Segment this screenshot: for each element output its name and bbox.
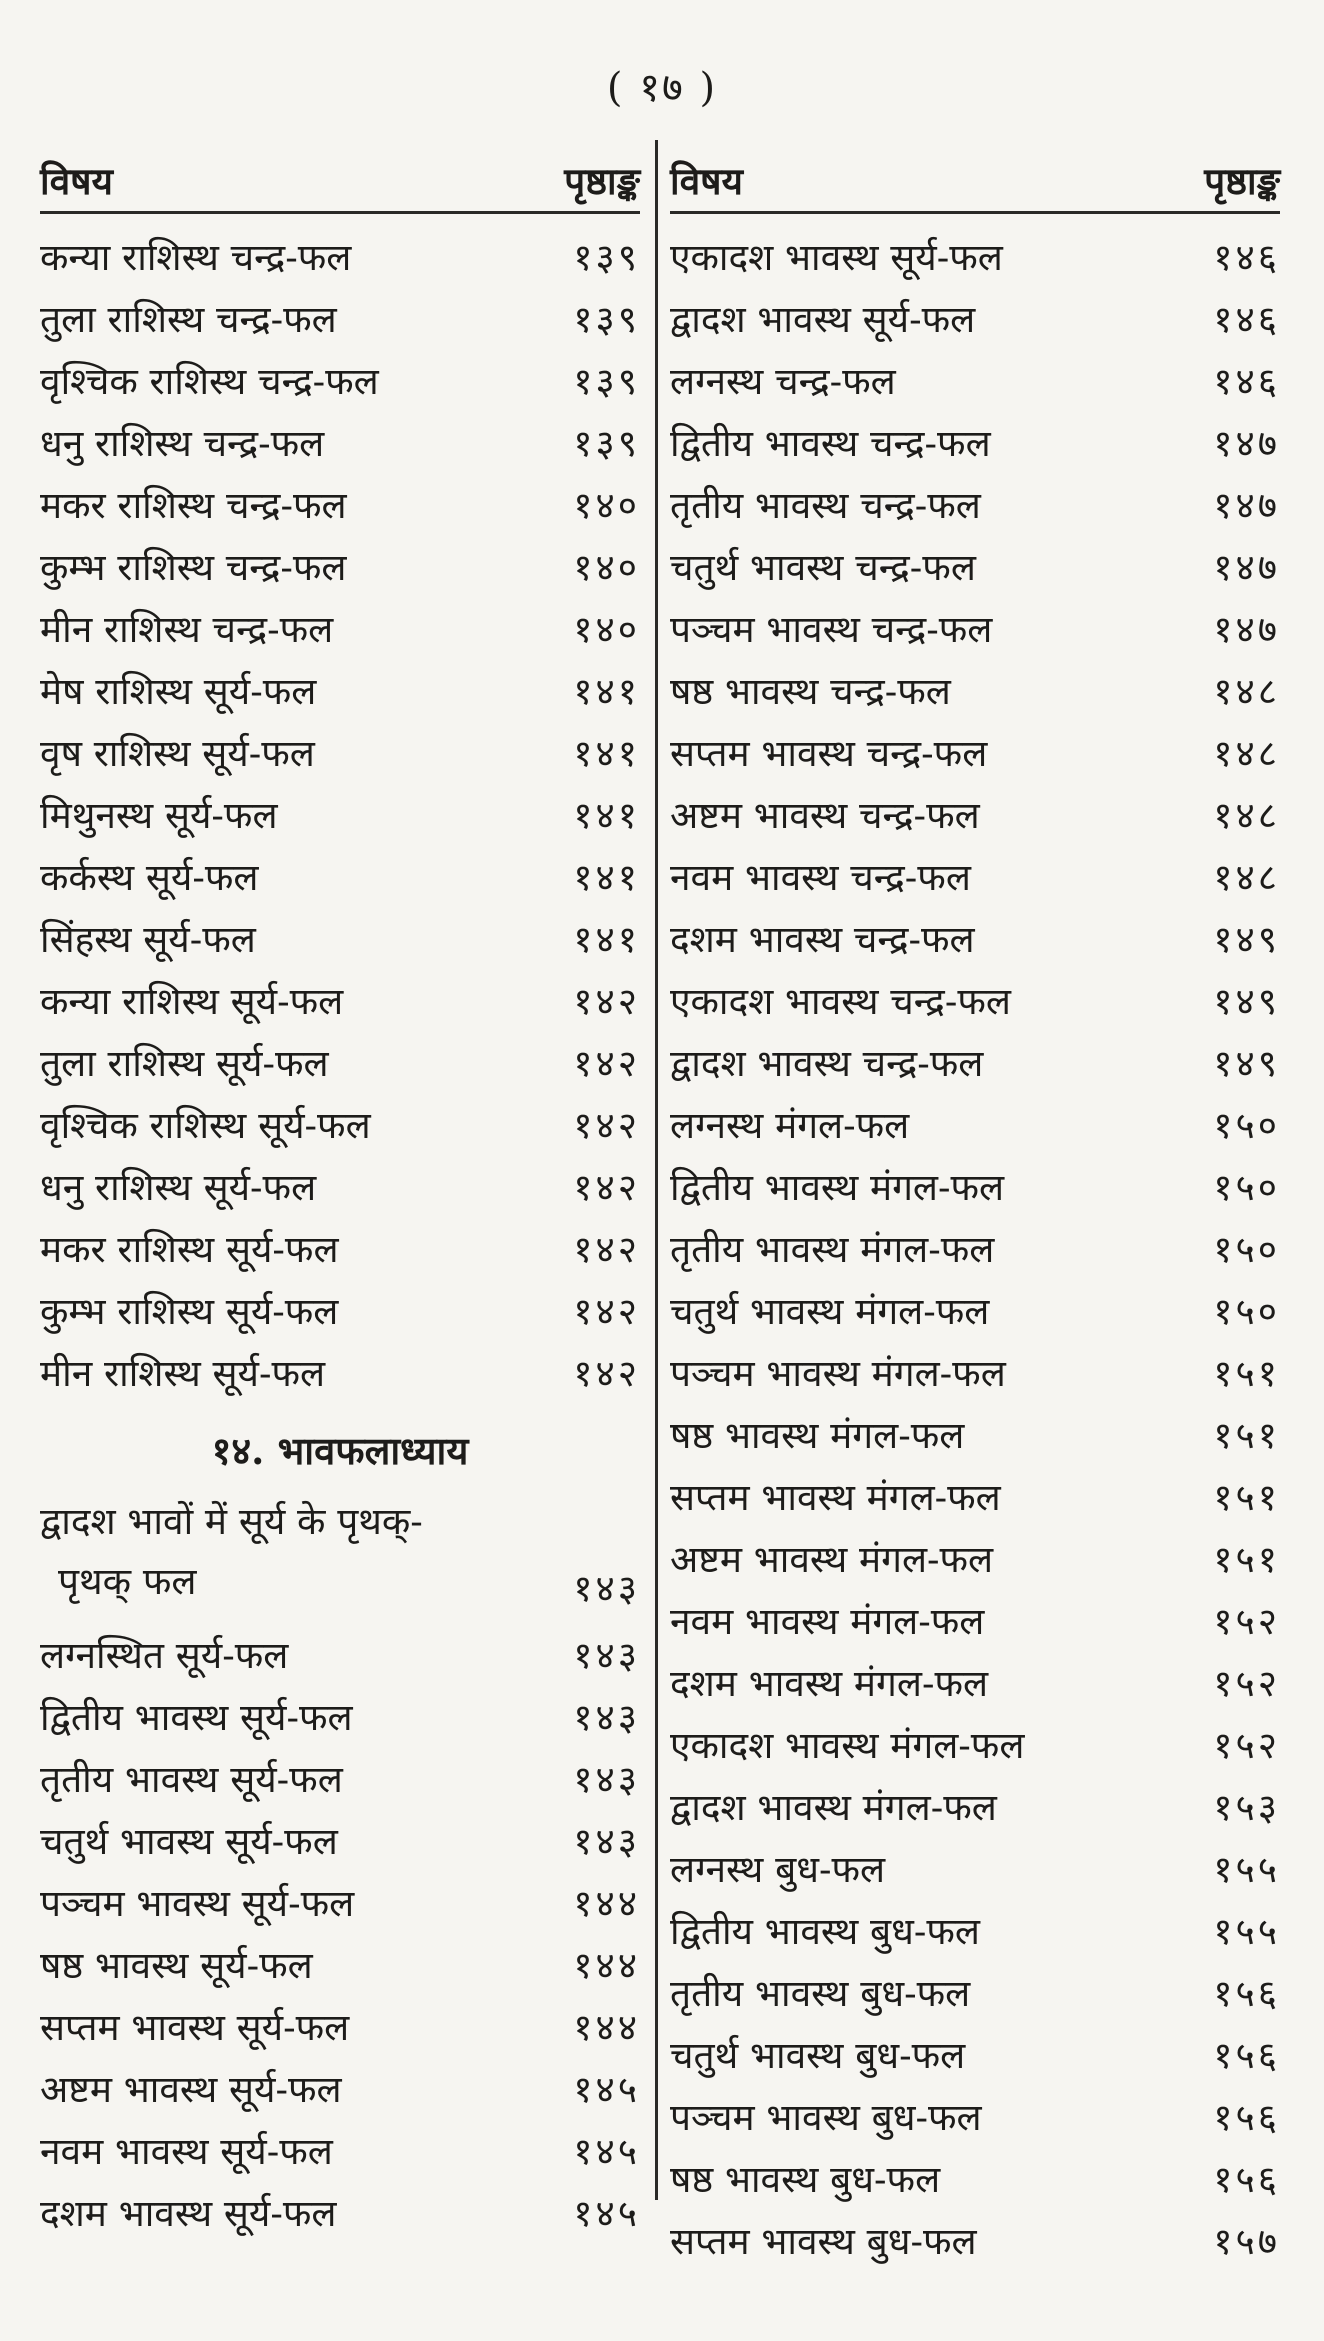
entry-topic: वृष राशिस्थ सूर्य-फल [40,731,315,775]
entry-topic: चतुर्थ भावस्थ सूर्य-फल [40,1819,338,1863]
entry-page: १३९ [573,421,640,465]
toc-entry [670,844,1280,906]
right-header [670,140,1280,214]
toc-entry [40,410,640,472]
toc-entry [670,596,1280,658]
entry-page: १४८ [1213,731,1280,775]
toc-entry [670,1836,1280,1898]
toc-entry [40,1154,640,1216]
toc-entry [40,534,640,596]
toc-entry [670,410,1280,472]
entry-topic: सप्तम भावस्थ सूर्य-फल [40,2005,350,2049]
toc-entry [670,1402,1280,1464]
toc-entry [40,720,640,782]
entry-page: १४२ [573,1103,640,1147]
entry-page: १५२ [1213,1723,1280,1767]
entry-page: १४८ [1213,855,1280,899]
entry-topic: एकादश भावस्थ सूर्य-फल [670,235,1003,279]
toc-entry [670,286,1280,348]
toc-entry [40,1932,640,1994]
entry-topic: कुम्भ राशिस्थ चन्द्र-फल [40,545,347,589]
entry-page: १५१ [1213,1475,1280,1519]
entry-topic [40,1492,540,1612]
entry-page: १५२ [1213,1599,1280,1643]
entry-page: १५१ [1213,1351,1280,1395]
toc-entry [40,1092,640,1154]
entry-topic: द्वितीय भावस्थ सूर्य-फल [40,1695,353,1739]
toc-entry [670,2084,1280,2146]
entry-page: १४३ [573,1819,640,1863]
page-header: पृष्ठाङ्क [564,159,640,203]
toc-entry [40,348,640,410]
right-entries [670,224,1280,2270]
toc-entry-multiline [40,1498,640,1622]
toc-entry [670,1588,1280,1650]
entry-page: १४२ [573,979,640,1023]
entry-page: १५० [1213,1103,1280,1147]
entry-topic: द्वादश भावस्थ सूर्य-फल [670,297,976,341]
entry-page: १४६ [1213,297,1280,341]
entry-topic: दशम भावस्थ मंगल-फल [670,1661,989,1705]
toc-entry [40,1808,640,1870]
toc-entry [670,1216,1280,1278]
entry-page: १४६ [1213,235,1280,279]
subject-header: विषय [670,159,744,203]
entry-page: १४१ [573,669,640,713]
entry-topic: मीन राशिस्थ चन्द्र-फल [40,607,334,651]
entry-page: १४२ [573,1289,640,1333]
entry-page: १४२ [573,1165,640,1209]
entry-topic: अष्टम भावस्थ चन्द्र-फल [670,793,980,837]
entry-topic: तृतीय भावस्थ चन्द्र-फल [670,483,981,527]
entry-page: १३९ [573,235,640,279]
entry-topic: षष्ठ भावस्थ सूर्य-फल [40,1943,313,1987]
entry-page: १५० [1213,1165,1280,1209]
entry-topic: षष्ठ भावस्थ बुध-फल [670,2157,941,2201]
entry-topic: नवम भावस्थ मंगल-फल [670,1599,985,1643]
toc-entry [40,1746,640,1808]
entry-topic: कन्या राशिस्थ सूर्य-फल [40,979,344,1023]
entry-page: १४१ [573,793,640,837]
entry-topic: एकादश भावस्थ मंगल-फल [670,1723,1025,1767]
entry-topic: द्वितीय भावस्थ मंगल-फल [670,1165,1005,1209]
entry-topic: पञ्चम भावस्थ बुध-फल [670,2095,982,2139]
entry-topic: तृतीय भावस्थ बुध-फल [670,1971,971,2015]
toc-entry [40,1340,640,1402]
toc-entry [670,906,1280,968]
entry-topic: मकर राशिस्थ सूर्य-फल [40,1227,339,1271]
page-number: ( १७ ) [606,65,718,111]
entry-page: १४७ [1213,545,1280,589]
toc-entry [670,1650,1280,1712]
entry-page: १४२ [573,1041,640,1085]
toc-entry [40,906,640,968]
entry-page: १४३ [573,1633,640,1677]
section-title: १४. भावफलाध्याय [211,1428,469,1473]
entry-topic: दशम भावस्थ सूर्य-फल [40,2191,337,2235]
left-header [40,140,640,214]
entry-topic: नवम भावस्थ चन्द्र-फल [670,855,971,899]
entry-page: १५० [1213,1289,1280,1333]
entry-page: १५६ [1213,2095,1280,2139]
entry-topic: पञ्चम भावस्थ मंगल-फल [670,1351,1006,1395]
entry-page: १४७ [1213,421,1280,465]
right-column [670,140,1280,2270]
toc-entry [670,2022,1280,2084]
toc-entry [40,844,640,906]
entry-page: १५१ [1213,1537,1280,1581]
left-entries [40,224,640,1402]
toc-entry [670,658,1280,720]
entry-page: १४४ [573,1881,640,1925]
toc-entry [670,472,1280,534]
toc-entry [670,1030,1280,1092]
toc-entry [40,1216,640,1278]
toc-entry [40,2180,640,2242]
entry-page: १५६ [1213,2033,1280,2077]
entry-page: १४१ [573,855,640,899]
entry-page: १४० [573,545,640,589]
entry-topic: नवम भावस्थ सूर्य-फल [40,2129,333,2173]
entry-topic: वृश्चिक राशिस्थ चन्द्र-फल [40,359,379,403]
toc-entry [40,2056,640,2118]
entry-topic: द्वादश भावस्थ चन्द्र-फल [670,1041,984,1085]
entry-page: १४२ [573,1227,640,1271]
column-divider [655,140,658,2200]
entry-topic: कन्या राशिस्थ चन्द्र-फल [40,235,352,279]
entry-page: १५१ [1213,1413,1280,1457]
entry-page: १४९ [1213,979,1280,1023]
toc-entry [40,782,640,844]
left-column [40,140,640,2242]
entry-page: १४७ [1213,607,1280,651]
entry-topic: पञ्चम भावस्थ चन्द्र-फल [670,607,993,651]
toc-entry [670,720,1280,782]
entry-topic: द्वितीय भावस्थ चन्द्र-फल [670,421,991,465]
entry-page: १४५ [573,2067,640,2111]
entry-page: १४७ [1213,483,1280,527]
toc-entry [670,968,1280,1030]
entry-page: १४८ [1213,669,1280,713]
left-entries-continued [40,1622,640,2242]
entry-topic: द्वितीय भावस्थ बुध-फल [670,1909,980,1953]
subject-header: विषय [40,159,114,203]
entry-page: १४९ [1213,1041,1280,1085]
toc-entry [670,1712,1280,1774]
entry-topic: मिथुनस्थ सूर्य-फल [40,793,278,837]
entry-topic: धनु राशिस्थ सूर्य-फल [40,1165,317,1209]
entry-page: १४० [573,607,640,651]
entry-topic: मकर राशिस्थ चन्द्र-फल [40,483,347,527]
entry-topic: एकादश भावस्थ चन्द्र-फल [670,979,1011,1023]
entry-page: १४४ [573,1943,640,1987]
entry-topic: कर्कस्थ सूर्य-फल [40,855,259,899]
entry-topic: षष्ठ भावस्थ चन्द्र-फल [670,669,951,713]
entry-topic: पञ्चम भावस्थ सूर्य-फल [40,1881,355,1925]
toc-entry [670,1154,1280,1216]
entry-topic: तृतीय भावस्थ मंगल-फल [670,1227,995,1271]
entry-topic: तुला राशिस्थ चन्द्र-फल [40,297,337,341]
entry-page: १५६ [1213,1971,1280,2015]
toc-entry [670,2208,1280,2270]
toc-entry [40,2118,640,2180]
toc-entry [670,1092,1280,1154]
entry-page: १४३ [573,1695,640,1739]
entry-topic: अष्टम भावस्थ मंगल-फल [670,1537,994,1581]
entry-topic: लग्नस्थित सूर्य-फल [40,1633,289,1677]
entry-topic: चतुर्थ भावस्थ मंगल-फल [670,1289,990,1333]
entry-page: १५६ [1213,2157,1280,2201]
toc-entry [670,348,1280,410]
toc-entry [670,1278,1280,1340]
entry-page: १४३ [573,1567,640,1610]
toc-entry [40,1994,640,2056]
entry-topic-line2: पृथक् फल [58,1560,197,1603]
entry-page: १४९ [1213,917,1280,961]
entry-topic: तुला राशिस्थ सूर्य-फल [40,1041,329,1085]
entry-topic: दशम भावस्थ चन्द्र-फल [670,917,975,961]
entry-page: १४१ [573,917,640,961]
entry-topic: सिंहस्थ सूर्य-फल [40,917,256,961]
entry-page: १५५ [1213,1909,1280,1953]
toc-entry [670,1960,1280,2022]
toc-entry [40,286,640,348]
entry-topic: चतुर्थ भावस्थ बुध-फल [670,2033,966,2077]
toc-entry [670,782,1280,844]
entry-page: १४३ [573,1757,640,1801]
entry-page: १४२ [573,1351,640,1395]
entry-page: १४८ [1213,793,1280,837]
toc-entry [670,534,1280,596]
entry-topic: मेष राशिस्थ सूर्य-फल [40,669,317,713]
toc-entry [40,472,640,534]
toc-entry [40,658,640,720]
entry-topic: षष्ठ भावस्थ मंगल-फल [670,1413,965,1457]
entry-page: १४६ [1213,359,1280,403]
toc-entry [670,1464,1280,1526]
entry-page: १५० [1213,1227,1280,1271]
toc-entry [670,1898,1280,1960]
toc-entry [40,1684,640,1746]
entry-topic: सप्तम भावस्थ चन्द्र-फल [670,731,988,775]
entry-topic: धनु राशिस्थ चन्द्र-फल [40,421,325,465]
toc-entry [670,2146,1280,2208]
toc-entry [40,1870,640,1932]
toc-entry [670,1340,1280,1402]
entry-page: १३९ [573,297,640,341]
entry-topic: लग्नस्थ चन्द्र-फल [670,359,896,403]
entry-topic: वृश्चिक राशिस्थ सूर्य-फल [40,1103,371,1147]
entry-topic: मीन राशिस्थ सूर्य-फल [40,1351,326,1395]
entry-page: १३९ [573,359,640,403]
toc-entry [40,1278,640,1340]
entry-page: १४१ [573,731,640,775]
entry-page: १४४ [573,2005,640,2049]
toc-entry [670,1526,1280,1588]
entry-page: १५३ [1213,1785,1280,1829]
entry-topic: तृतीय भावस्थ सूर्य-फल [40,1757,343,1801]
entry-topic: अष्टम भावस्थ सूर्य-फल [40,2067,342,2111]
toc-entry [40,1622,640,1684]
page-header: पृष्ठाङ्क [1204,159,1280,203]
entry-topic: कुम्भ राशिस्थ सूर्य-फल [40,1289,339,1333]
toc-entry [40,1030,640,1092]
entry-page: १४५ [573,2191,640,2235]
entry-topic: द्वादश भावस्थ मंगल-फल [670,1785,997,1829]
entry-page: १४५ [573,2129,640,2173]
entry-topic: सप्तम भावस्थ मंगल-फल [670,1475,1001,1519]
toc-entry [40,224,640,286]
toc-entry [670,1774,1280,1836]
entry-page: १५५ [1213,1847,1280,1891]
entry-topic-line1: द्वादश भावों में सूर्य के पृथक्- [40,1500,423,1543]
entry-topic: चतुर्थ भावस्थ चन्द्र-फल [670,545,976,589]
entry-page: १५२ [1213,1661,1280,1705]
entry-topic: लग्नस्थ मंगल-फल [670,1103,910,1147]
entry-topic: सप्तम भावस्थ बुध-फल [670,2219,977,2263]
toc-entry [40,596,640,658]
toc-entry [670,224,1280,286]
entry-topic: लग्नस्थ बुध-फल [670,1847,886,1891]
toc-entry [40,968,640,1030]
entry-page: १५७ [1213,2219,1280,2263]
entry-page: १४० [573,483,640,527]
